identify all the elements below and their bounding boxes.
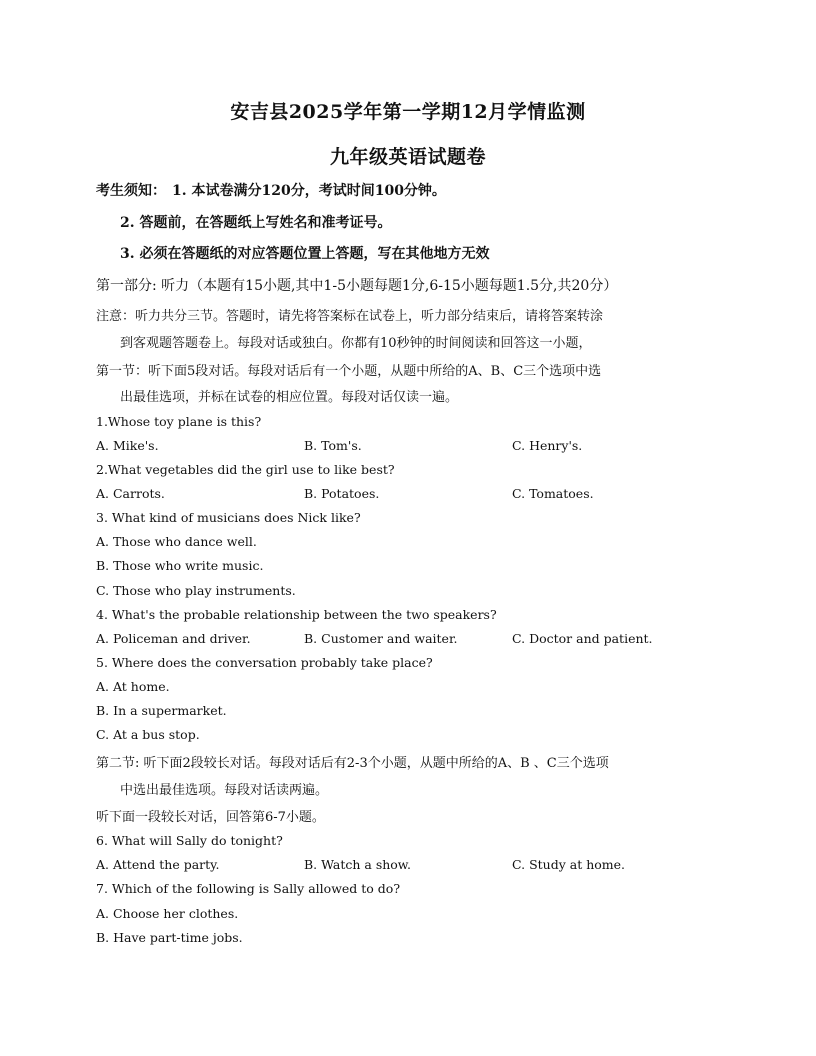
question-7-option-b: B. Have part-time jobs.	[96, 930, 243, 945]
exam-subtitle: 九年级英语试题卷	[329, 146, 486, 168]
part1-note-line-2: 到客观题答题卷上。每段对话或独白。你都有10秒钟的时间阅读和回答这一小题，	[120, 336, 592, 351]
question-1-option-c: C. Henry's.	[512, 438, 583, 453]
question-3-stem: 3. What kind of musicians does Nick like?	[96, 510, 361, 525]
question-4-stem: 4. What's the probable relationship between the two speakers?	[96, 607, 497, 622]
question-3-option-a: A. Those who dance well.	[96, 534, 257, 549]
question-3-option-b: B. Those who write music.	[96, 558, 264, 573]
question-5-option-c: C. At a bus stop.	[96, 727, 200, 742]
question-7-option-a: A. Choose her clothes.	[96, 906, 239, 921]
exam-title: 安吉县2025学年第一学期12月学情监测	[230, 101, 586, 123]
question-5-stem: 5. Where does the conversation probably take place?	[96, 655, 433, 670]
question-2-option-b: B. Potatoes.	[304, 486, 380, 501]
notice-line-1	[96, 180, 446, 200]
dialog-intro: 听下面一段较长对话，回答第6-7小题。	[96, 810, 325, 825]
question-6-option-b: B. Watch a show.	[304, 857, 412, 872]
notice-item-3: 3. 必须在答题纸的对应答题位置上答题，写在其他地方无效	[120, 246, 490, 262]
question-5-option-a: A. At home.	[96, 679, 170, 694]
notice-lead: 考生须知：	[96, 183, 166, 199]
question-4-option-c: C. Doctor and patient.	[512, 631, 653, 646]
notice-item-2: 2. 答题前，在答题纸上写姓名和准考证号。	[120, 215, 392, 231]
question-1-option-b: B. Tom's.	[304, 438, 362, 453]
section2-line-2: 中选出最佳选项。每段对话读两遍。	[120, 783, 329, 798]
question-1-option-a: A. Mike's.	[96, 438, 159, 453]
question-5-option-b: B. In a supermarket.	[96, 703, 227, 718]
question-6-option-c: C. Study at home.	[512, 857, 625, 872]
question-4-option-a: A. Policeman and driver.	[96, 631, 251, 646]
question-2-option-a: A. Carrots.	[96, 486, 165, 501]
section1-line-1: 第一节：听下面5段对话。每段对话后有一个小题，从题中所给的A、B、C三个选项中选	[96, 364, 602, 379]
part1-heading: 第一部分: 听力（本题有15小题,其中1-5小题每题1分,6-15小题每题1.5分,共20分）	[96, 278, 618, 294]
question-6-option-a: A. Attend the party.	[96, 857, 220, 872]
question-1-stem: 1.Whose toy plane is this?	[96, 414, 262, 429]
notice-item-1: 1. 本试卷满分120分，考试时间100分钟。	[172, 183, 446, 199]
part1-note-line-1: 注意：听力共分三节。答题时，请先将答案标在试卷上，听力部分结束后，请将答案转涂	[96, 309, 604, 324]
question-2-option-c: C. Tomatoes.	[512, 486, 594, 501]
question-7-stem: 7. Which of the following is Sally allowed to do?	[96, 881, 401, 896]
question-2-stem: 2.What vegetables did the girl use to like best?	[96, 462, 395, 477]
question-3-option-c: C. Those who play instruments.	[96, 583, 296, 598]
question-6-stem: 6. What will Sally do tonight?	[96, 833, 283, 848]
question-4-option-b: B. Customer and waiter.	[304, 631, 458, 646]
section1-line-2: 出最佳选项，并标在试卷的相应位置。每段对话仅读一遍。	[120, 390, 459, 405]
section2-line-1: 第二节: 听下面2段较长对话。每段对话后有2-3个小题，从题中所给的A、B 、C三个选项	[96, 756, 609, 771]
